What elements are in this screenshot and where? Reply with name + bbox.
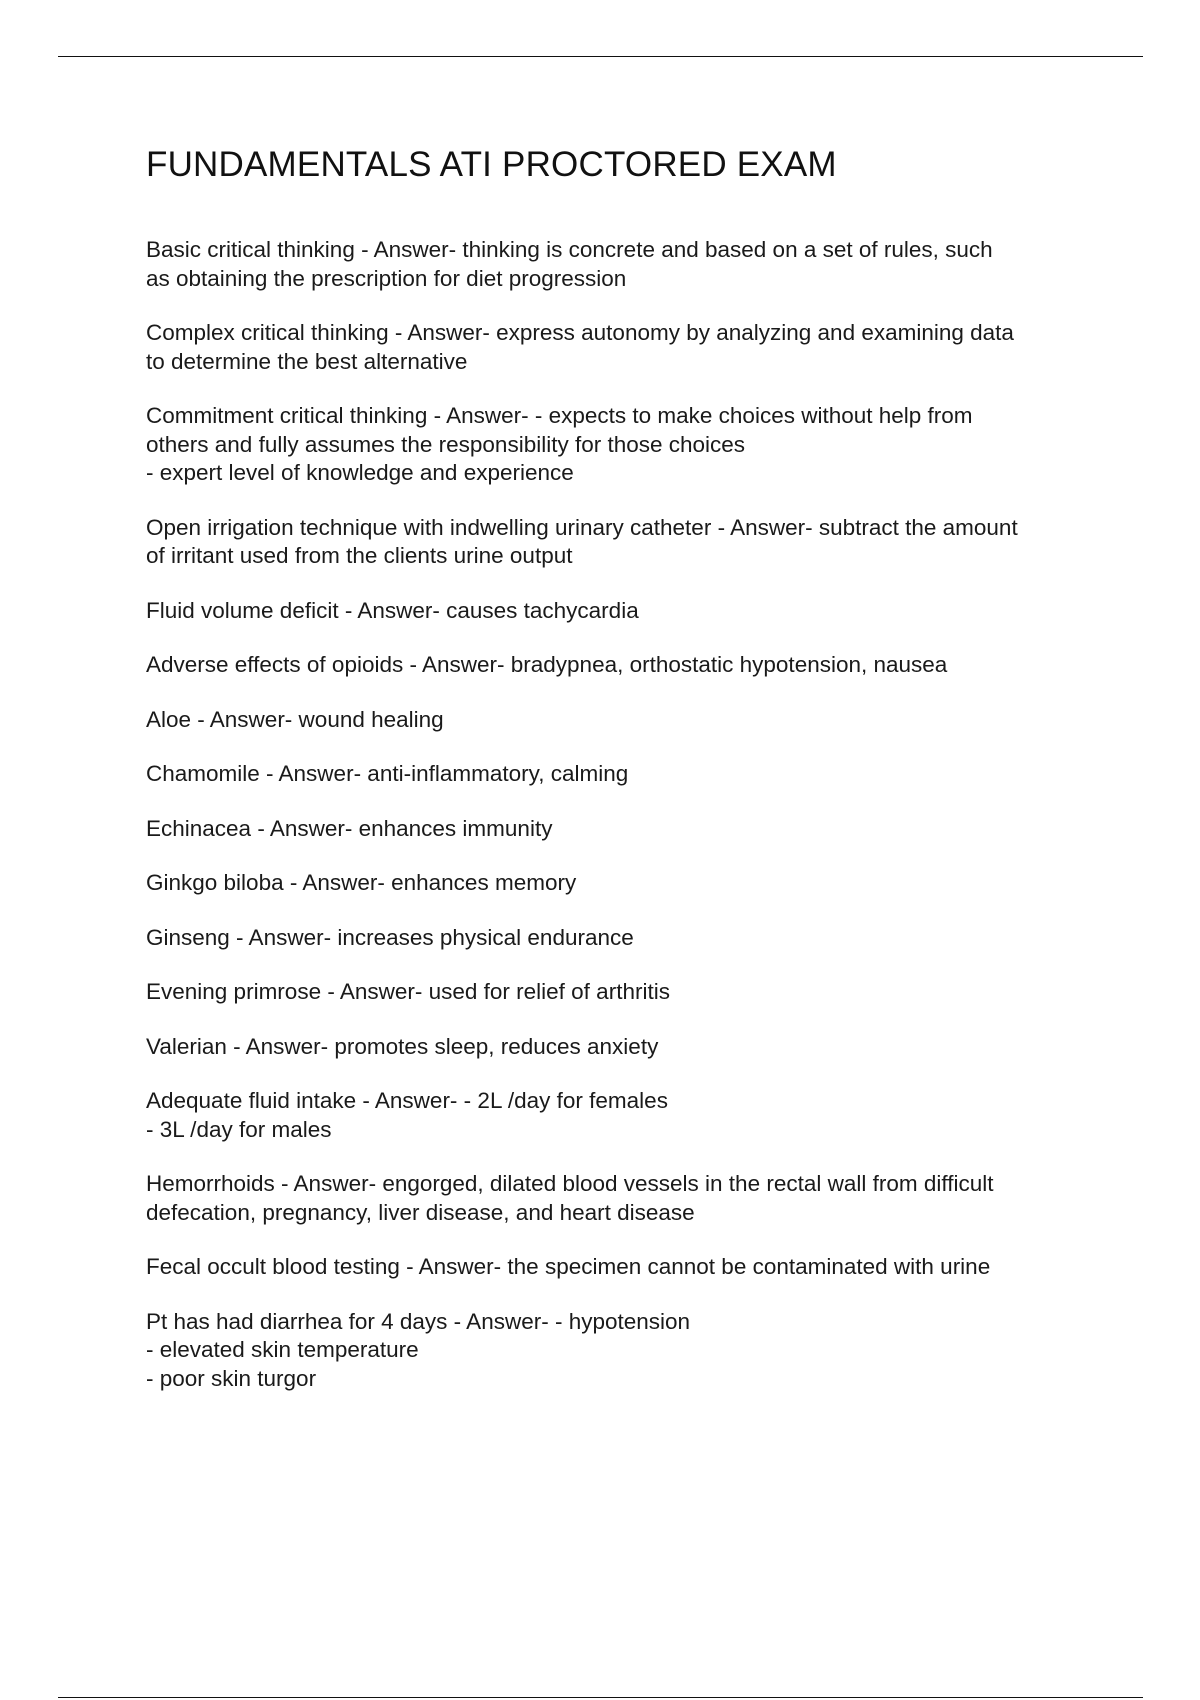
qa-entry-list xyxy=(146,236,1096,1393)
qa-entry-line: Echinacea - Answer- enhances immunity xyxy=(146,815,553,841)
qa-entry-line: - 3L /day for males xyxy=(146,1116,332,1142)
qa-entry xyxy=(146,236,1096,293)
qa-entry-line: Commitment critical thinking - Answer- - expects to make choices without help from xyxy=(146,403,973,428)
qa-entry-line: Adverse effects of opioids - Answer- bradypnea, orthostatic hypotension, nausea xyxy=(146,652,948,677)
qa-entry xyxy=(146,1253,1096,1282)
qa-entry-line: Evening primrose - Answer- used for relief of arthritis xyxy=(146,979,670,1004)
document-page xyxy=(146,140,1096,1419)
qa-entry xyxy=(146,706,1096,735)
qa-entry-line: Fluid volume deficit - Answer- causes tachycardia xyxy=(146,597,639,623)
qa-entry xyxy=(146,514,1096,571)
qa-entry-line: Hemorrhoids - Answer- engorged, dilated blood vessels in the rectal wall from difficult xyxy=(146,1171,994,1196)
qa-entry-line: Pt has had diarrhea for 4 days - Answer- - hypotension xyxy=(146,1308,691,1334)
qa-entry-line: of irritant used from the clients urine output xyxy=(146,543,573,568)
qa-entry xyxy=(146,1033,1096,1062)
qa-entry-line: Valerian - Answer- promotes sleep, reduces anxiety xyxy=(146,1033,659,1059)
qa-entry xyxy=(146,760,1096,789)
qa-entry-line: - elevated skin temperature xyxy=(146,1337,419,1362)
qa-entry xyxy=(146,651,1096,680)
qa-entry-line: - expert level of knowledge and experience xyxy=(146,460,574,485)
qa-entry xyxy=(146,402,1096,488)
qa-entry xyxy=(146,869,1096,898)
qa-entry-line: Ginseng - Answer- increases physical endurance xyxy=(146,924,634,950)
qa-entry-line: as obtaining the prescription for diet progression xyxy=(146,265,627,291)
qa-entry xyxy=(146,1087,1096,1144)
qa-entry xyxy=(146,815,1096,844)
qa-entry-line: Ginkgo biloba - Answer- enhances memory xyxy=(146,870,577,895)
qa-entry xyxy=(146,978,1096,1007)
top-rule xyxy=(58,56,1143,57)
qa-entry xyxy=(146,1170,1096,1227)
qa-entry-line: to determine the best alternative xyxy=(146,348,468,374)
qa-entry-line: - poor skin turgor xyxy=(146,1365,317,1391)
qa-entry-line: Fecal occult blood testing - Answer- the specimen cannot be contaminated with urine xyxy=(146,1254,991,1279)
document-title: FUNDAMENTALS ATI PROCTORED EXAM xyxy=(146,145,837,184)
qa-entry xyxy=(146,1308,1096,1394)
qa-entry-line: Adequate fluid intake - Answer- - 2L /day for females xyxy=(146,1088,668,1113)
qa-entry xyxy=(146,924,1096,953)
qa-entry-line: Aloe - Answer- wound healing xyxy=(146,706,444,732)
qa-entry-line: Basic critical thinking - Answer- thinking is concrete and based on a set of rules, such xyxy=(146,237,993,262)
qa-entry-line: defecation, pregnancy, liver disease, and heart disease xyxy=(146,1199,695,1225)
qa-entry-line: Chamomile - Answer- anti-inflammatory, calming xyxy=(146,761,629,786)
bottom-rule xyxy=(58,1697,1143,1698)
qa-entry-line: Open irrigation technique with indwelling urinary catheter - Answer- subtract the amount xyxy=(146,514,1018,540)
qa-entry xyxy=(146,597,1096,626)
qa-entry-line: Complex critical thinking - Answer- express autonomy by analyzing and examining data xyxy=(146,320,1014,345)
qa-entry-line: others and fully assumes the responsibility for those choices xyxy=(146,431,746,457)
qa-entry xyxy=(146,319,1096,376)
